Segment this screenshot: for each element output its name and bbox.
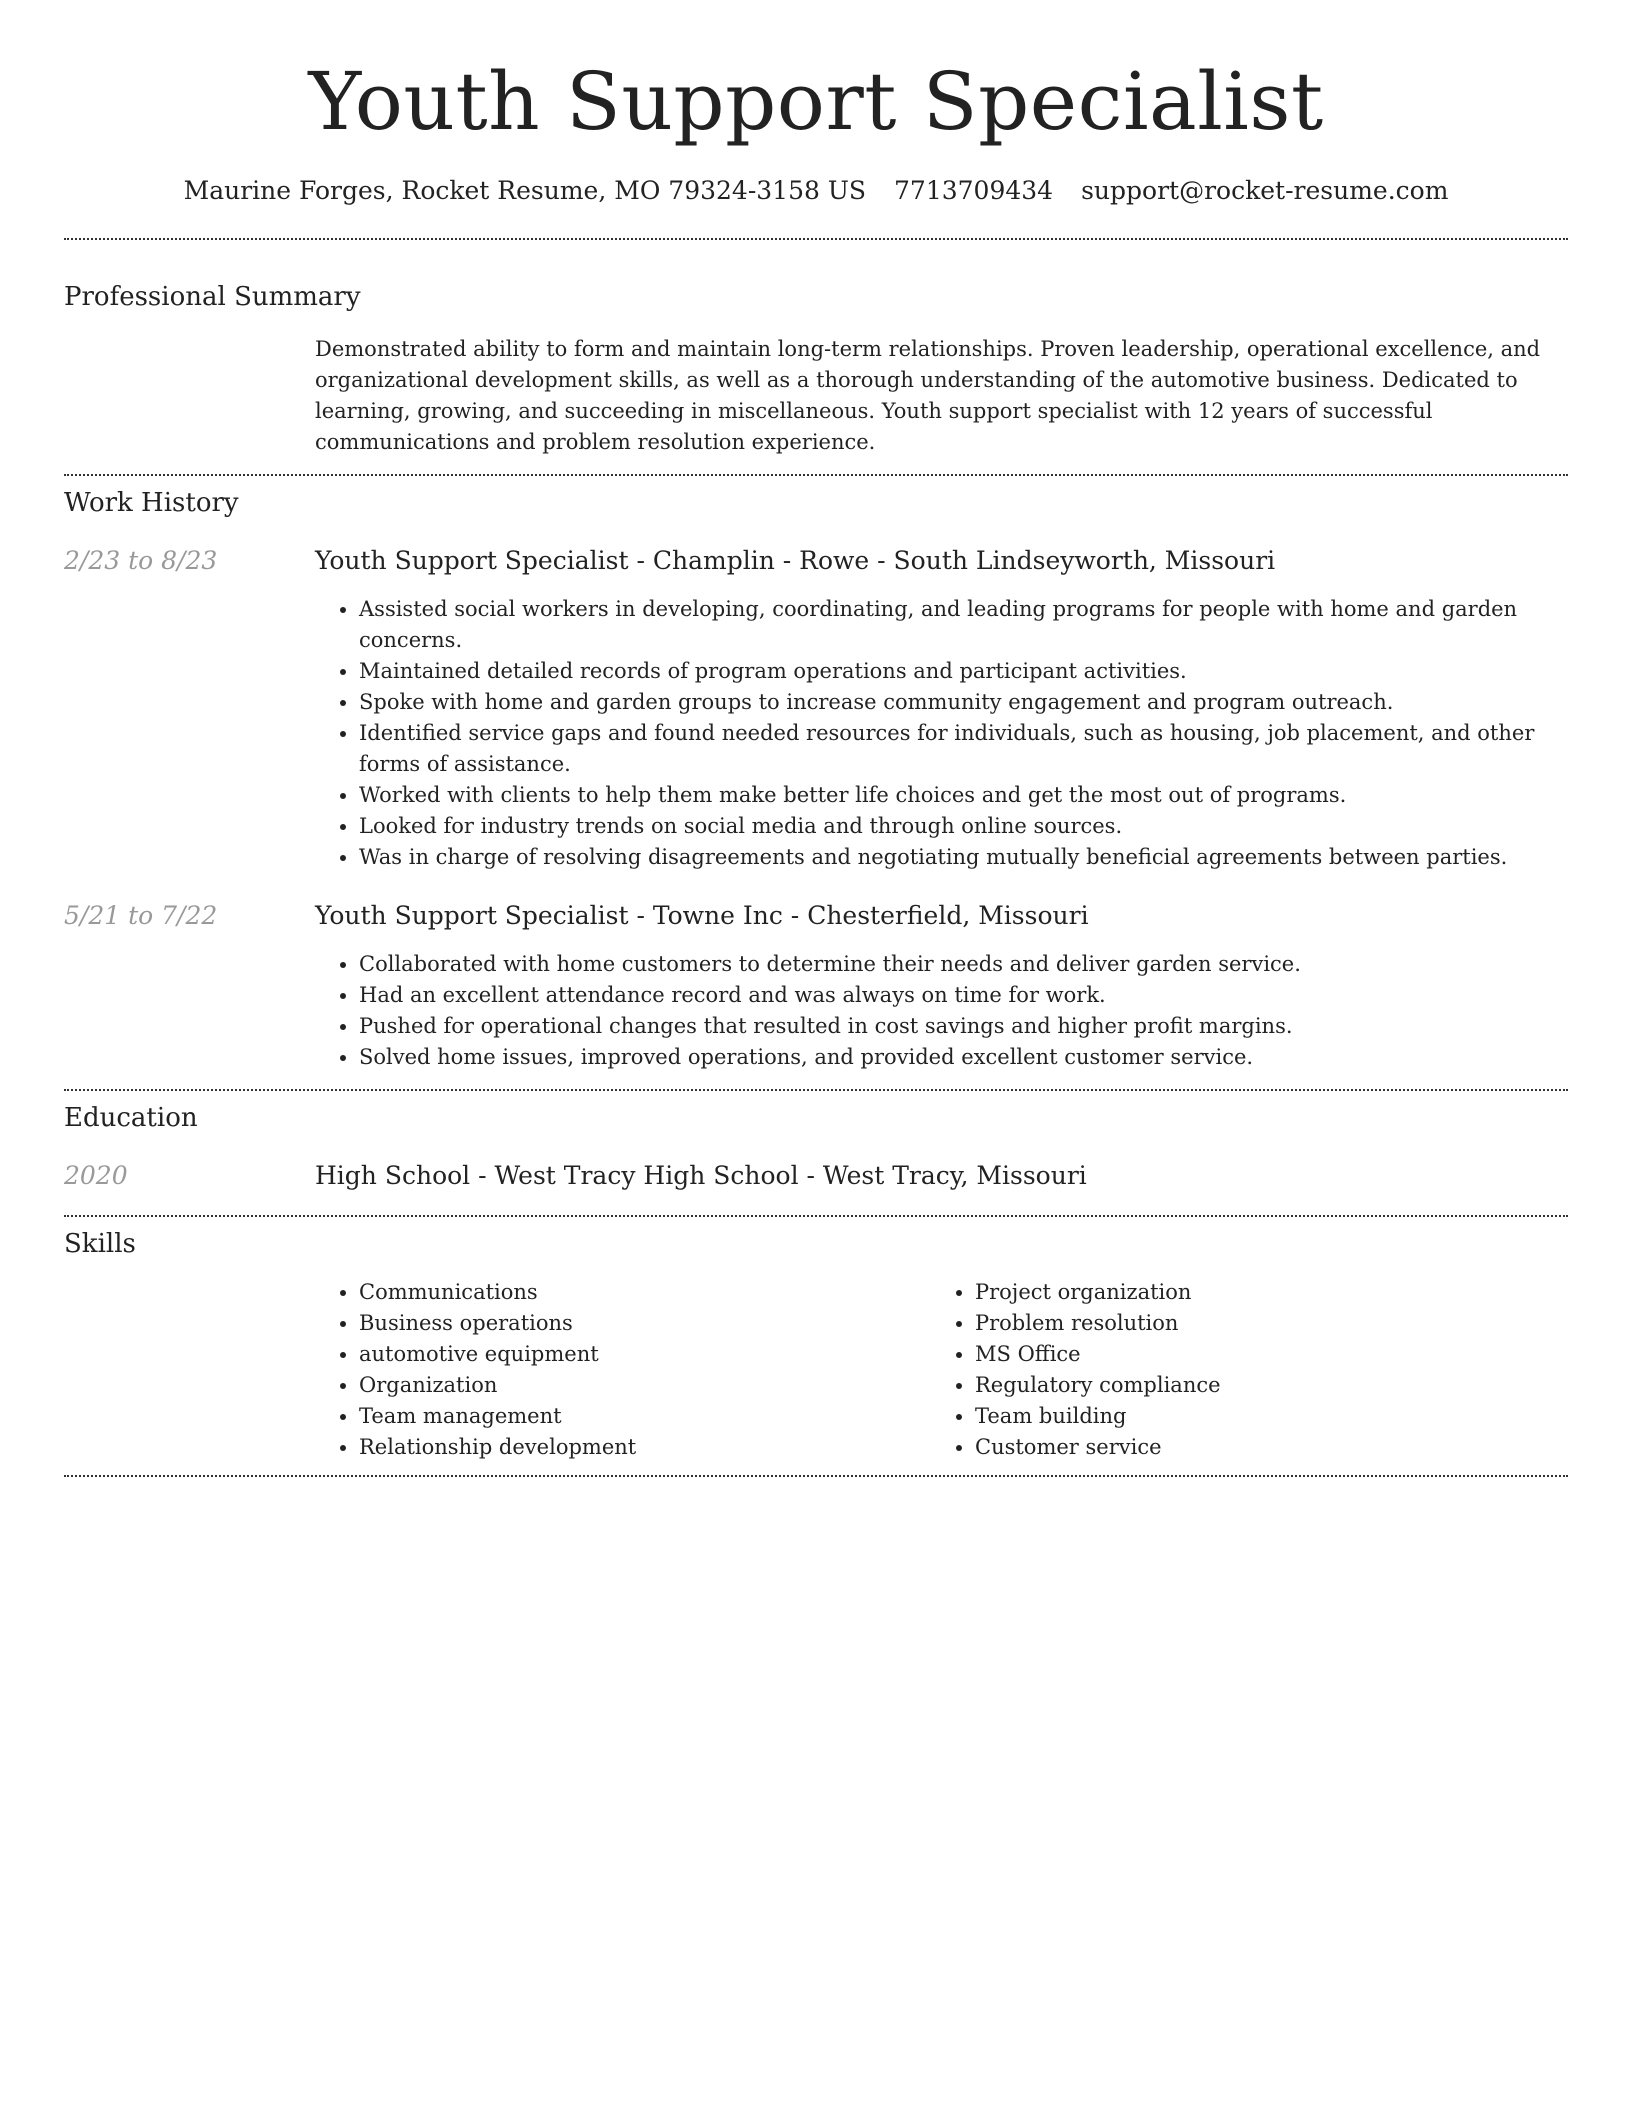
job-entry <box>64 544 1568 873</box>
summary-text: Demonstrated ability to form and maintain long-term relationships. Proven leadership, operational excellence, and organizational development skills, as well as a thorough understanding of the automotive business. Dedicated to learning, growing, and succeeding in miscellaneous. Youth support specialist with 12 years of successful communications and problem resolution experience. <box>315 337 1541 454</box>
skill-item: • Problem resolution <box>975 1308 1547 1339</box>
skill-item: • automotive equipment <box>359 1339 931 1370</box>
education-body <box>315 1159 1568 1193</box>
skill-item: • Organization <box>359 1370 931 1401</box>
job-employer-location: - Champlin - Rowe - South Lindseyworth, Missouri <box>628 546 1276 575</box>
job-heading <box>315 899 1568 933</box>
job-dates: 5/21 to 7/22 <box>64 901 218 930</box>
skill-item: • Customer service <box>975 1432 1547 1463</box>
list-item: • Solved home issues, improved operations, and provided excellent customer service. <box>359 1042 1568 1073</box>
section-divider <box>64 1215 1568 1217</box>
education-heading: Education <box>64 1103 198 1133</box>
education-school-location: - West Tracy High School - West Tracy, Missouri <box>470 1161 1087 1190</box>
skills-column-left <box>315 1277 931 1463</box>
list-item: • Was in charge of resolving disagreements and negotiating mutually beneficial agreements between parties. <box>359 842 1568 873</box>
skills-heading: Skills <box>64 1229 136 1259</box>
list-item: • Collaborated with home customers to determine their needs and deliver garden service. <box>359 949 1568 980</box>
skill-item: • Regulatory compliance <box>975 1370 1547 1401</box>
list-item: • Maintained detailed records of program operations and participant activities. <box>359 656 1568 687</box>
skills-list <box>315 1277 1568 1463</box>
job-employer-location: - Towne Inc - Chesterfield, Missouri <box>628 901 1089 930</box>
job-duties <box>315 949 1568 1073</box>
skill-item: • Relationship development <box>359 1432 931 1463</box>
skill-item: • Project organization <box>975 1277 1547 1308</box>
list-item: • Pushed for operational changes that resulted in cost savings and higher profit margins. <box>359 1011 1568 1042</box>
list-item: • Had an excellent attendance record and was always on time for work. <box>359 980 1568 1011</box>
education-year: 2020 <box>64 1161 128 1190</box>
skill-item: • MS Office <box>975 1339 1547 1370</box>
summary-heading: Professional Summary <box>64 282 361 312</box>
list-item: • Identified service gaps and found needed resources for individuals, such as housing, job placement, and other forms of assistance. <box>359 718 1568 780</box>
list-item: • Looked for industry trends on social media and through online sources. <box>359 811 1568 842</box>
skill-item: • Communications <box>359 1277 931 1308</box>
job-dates: 2/23 to 8/23 <box>64 546 218 575</box>
skills-column-right <box>931 1277 1547 1463</box>
job-heading <box>315 544 1568 578</box>
list-item: • Worked with clients to help them make better life choices and get the most out of programs. <box>359 780 1568 811</box>
resume-page <box>64 0 1568 1477</box>
job-role: Youth Support Specialist <box>315 546 629 575</box>
contact-line <box>64 174 1568 208</box>
section-divider <box>64 1089 1568 1091</box>
job-entry <box>64 899 1568 1073</box>
resume-title: Youth Support Specialist <box>308 55 1324 148</box>
job-body <box>315 899 1568 1073</box>
skill-item: • Team management <box>359 1401 931 1432</box>
contact-phone: 7713709434 <box>894 176 1054 205</box>
section-divider <box>64 1475 1568 1477</box>
skill-item: • Business operations <box>359 1308 931 1339</box>
list-item: • Spoke with home and garden groups to increase community engagement and program outreach. <box>359 687 1568 718</box>
skill-item: • Team building <box>975 1401 1547 1432</box>
work-history-heading: Work History <box>64 488 239 518</box>
section-divider <box>64 238 1568 240</box>
list-item: • Assisted social workers in developing, coordinating, and leading programs for people with home and garden concerns. <box>359 594 1568 656</box>
education-entry <box>64 1159 1568 1193</box>
contact-address: Maurine Forges, Rocket Resume, MO 79324-3158 US <box>183 176 867 205</box>
job-role: Youth Support Specialist <box>315 901 629 930</box>
job-body <box>315 544 1568 873</box>
education-degree: High School <box>315 1161 471 1190</box>
contact-email: support@rocket-resume.com <box>1081 176 1449 205</box>
job-duties <box>315 594 1568 873</box>
section-divider <box>64 474 1568 476</box>
education-heading-line <box>315 1159 1568 1193</box>
